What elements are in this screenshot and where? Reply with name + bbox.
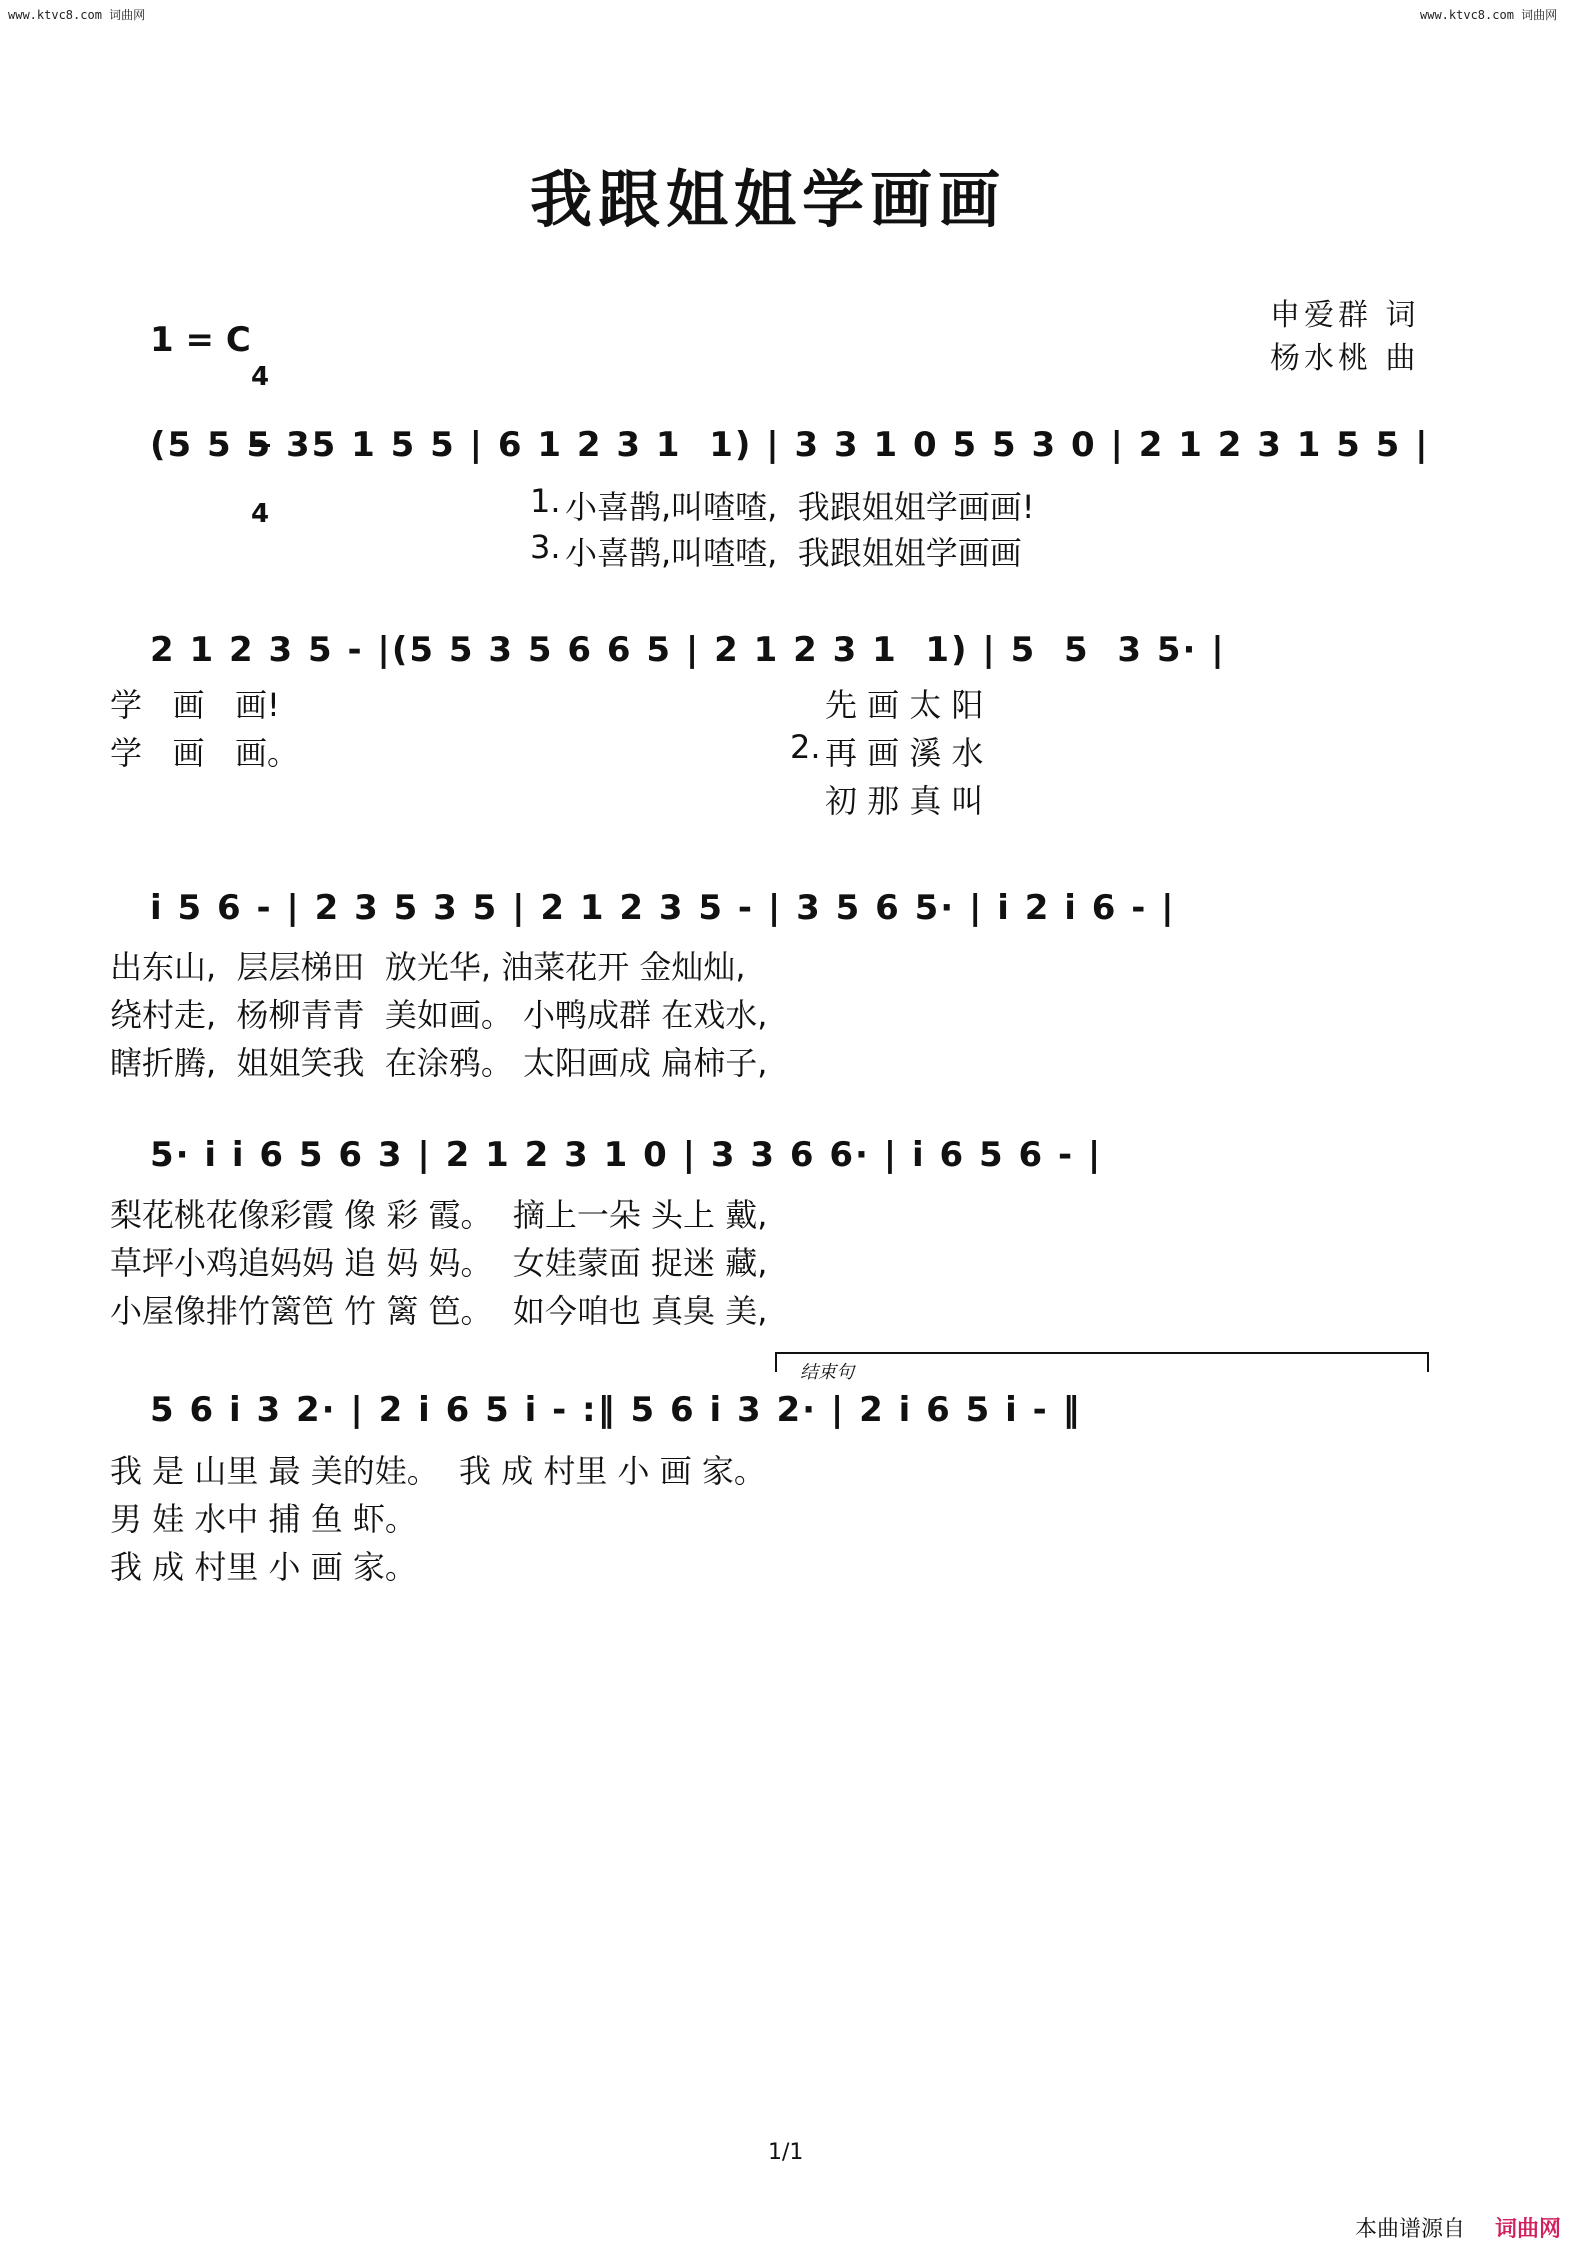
- lyric-text: 学 画 画!: [110, 686, 280, 724]
- notation-line-2: 2 1 2 3 5 - |(5 5 3 5 6 6 5 | 2 1 2 3 1 1) | 5 5 3 5· |: [150, 630, 1226, 670]
- notation-line-5: 5 6 i 3 2· | 2 i 6 5 i - :‖ 5 6 i 3 2· | 2 i 6 5 i - ‖: [150, 1390, 1082, 1430]
- lyric-text: 小喜鹊,叫喳喳, 我跟姐姐学画画!: [565, 488, 1035, 526]
- lyric-line-5-3: [0, 1542, 417, 1618]
- time-signature-top: 4: [250, 362, 270, 392]
- ending-label: 结束句: [800, 1362, 854, 1383]
- lyric-text: 学 画 画。: [110, 734, 300, 772]
- lyric-text: 再 画 溪 水: [825, 734, 984, 772]
- lyric-text: 梨花桃花像彩霞 像 彩 霞。 摘上一朵 头上 戴,: [110, 1196, 768, 1234]
- watermark-top-left: www.ktvc8.com 词曲网: [8, 8, 146, 22]
- lyricist-credit: 申爱群 词: [1270, 298, 1420, 333]
- ending-bracket: [775, 1352, 1429, 1372]
- notation-line-3: i 5 6 - | 2 3 5 3 5 | 2 1 2 3 5 - | 3 5 6 5· | i 2 i 6 - |: [150, 888, 1176, 928]
- lyric-line-4-3: [0, 1286, 768, 1362]
- verse-number: 2.: [790, 728, 821, 766]
- lyric-text: 出东山, 层层梯田 放光华, 油菜花开 金灿灿,: [110, 948, 746, 986]
- time-signature-bottom: 4: [250, 499, 270, 529]
- notation-line-1: (5 5 5 35 1 5 5 | 6 1 2 3 1 1) | 3 3 1 0 5 5 3 0 | 2 1 2 3 1 5 5 |: [150, 425, 1430, 465]
- notation-line-4: 5· i i 6 5 6 3 | 2 1 2 3 1 0 | 3 3 6 6· | i 6 5 6 - |: [150, 1135, 1103, 1175]
- lyric-text: 小屋像排竹篱笆 竹 篱 笆。 如今咱也 真臭 美,: [110, 1292, 768, 1330]
- verse-number: 3.: [530, 528, 561, 566]
- brand-logo: 词曲网: [1495, 2217, 1562, 2242]
- lyric-text: 瞎折腾, 姐姐笑我 在涂鸦。 太阳画成 扁柿子,: [110, 1044, 768, 1082]
- source-label: 本曲谱源自: [1355, 2217, 1466, 2242]
- lyric-text: 先 画 太 阳: [825, 686, 984, 724]
- lyric-text: 初 那 真 叫: [825, 782, 984, 820]
- song-title: 我跟姐姐学画画: [530, 163, 1007, 236]
- lyric-line-2-3: [0, 776, 984, 852]
- verse-number: 1.: [530, 482, 561, 520]
- lyric-text: 男 娃 水中 捕 鱼 虾。: [110, 1500, 417, 1538]
- lyric-text: 我 是 山里 最 美的娃。 我 成 村里 小 画 家。: [110, 1452, 766, 1490]
- lyric-text: 小喜鹊,叫喳喳, 我跟姐姐学画画: [565, 534, 1022, 572]
- lyric-text: 我 成 村里 小 画 家。: [110, 1548, 417, 1586]
- lyric-text: 草坪小鸡追妈妈 追 妈 妈。 女娃蒙面 捉迷 藏,: [110, 1244, 768, 1282]
- lyric-text: 绕村走, 杨柳青青 美如画。 小鸭成群 在戏水,: [110, 996, 768, 1034]
- key-signature: 1 = C: [150, 320, 251, 360]
- watermark-top-right: www.ktvc8.com 词曲网: [1420, 8, 1558, 22]
- lyric-line-3-3: [0, 1038, 768, 1114]
- lyric-line-1-2: [0, 528, 1022, 642]
- page-number: 1/1: [768, 2140, 804, 2165]
- composer-credit: 杨水桃 曲: [1270, 341, 1420, 376]
